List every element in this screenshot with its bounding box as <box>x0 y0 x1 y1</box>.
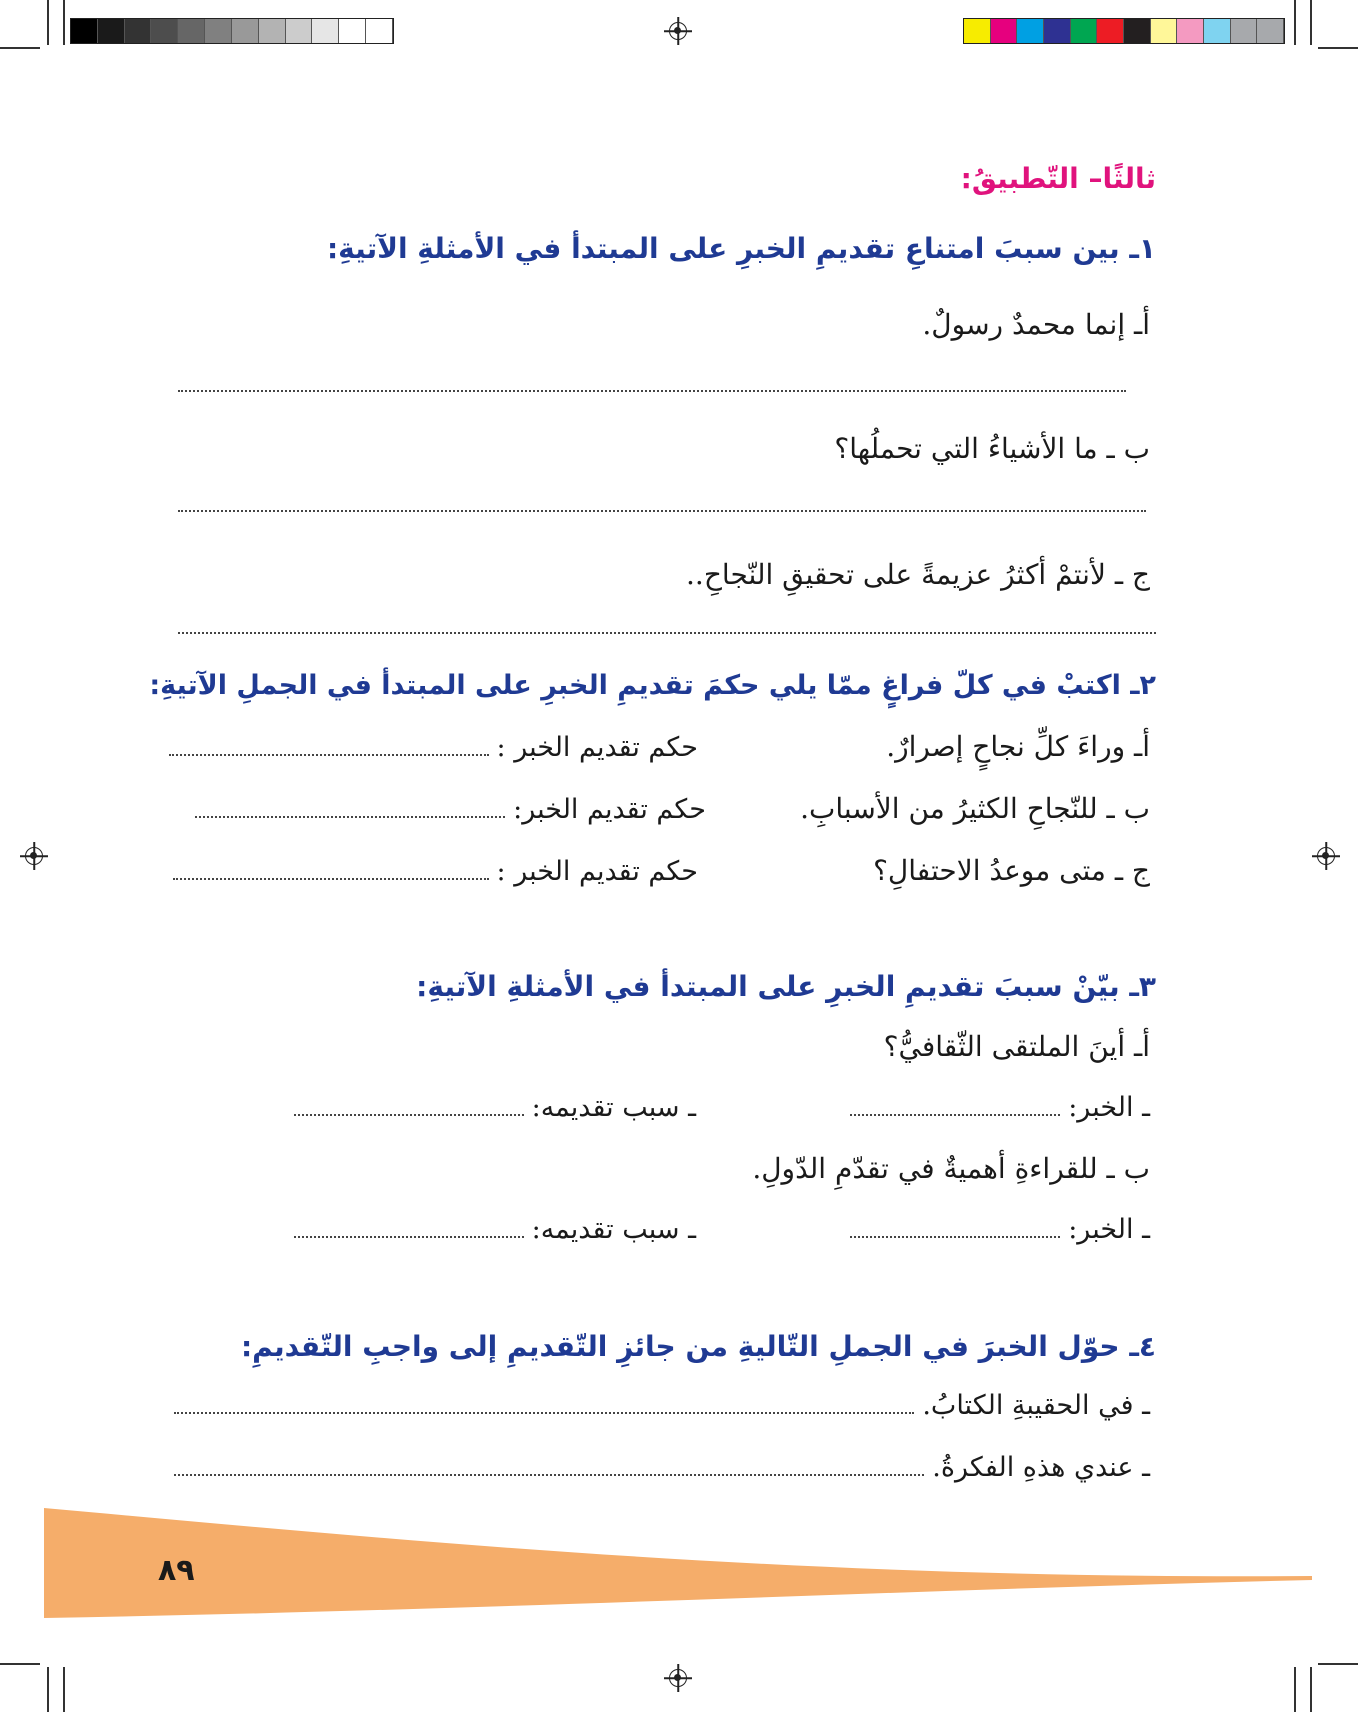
answer-line <box>178 510 1146 512</box>
answer-blank[interactable] <box>850 1113 1060 1116</box>
q3-khabar-label-b: ـ الخبر: <box>1068 1214 1150 1245</box>
q2-answer-c <box>173 856 698 887</box>
q2-sentence-a: أـ وراءَ كلِّ نجاحٍ إصرارٌ. <box>886 730 1150 763</box>
crop-mark <box>1318 1663 1358 1665</box>
footer-band <box>0 1500 1358 1630</box>
crop-mark <box>63 0 65 45</box>
question-1-prompt: ١ـ بين سببَ امتناعِ تقديمِ الخبرِ على المبتدأ في الأمثلةِ الآتيةِ: <box>326 232 1156 265</box>
answer-blank[interactable] <box>174 1411 914 1414</box>
answer-blank[interactable] <box>850 1235 1060 1238</box>
crop-mark <box>1310 0 1312 45</box>
q2-sentence-b: ب ـ للنّجاحِ الكثيرُ من الأسبابِ. <box>800 792 1150 825</box>
question-2-prompt: ٢ـ اكتبْ في كلّ فراغٍ ممّا يلي حكمَ تقديمِ الخبرِ على المبتدأ في الجملِ الآتيةِ: <box>149 670 1156 701</box>
registration-mark-icon <box>1317 847 1335 865</box>
crop-mark <box>1294 1667 1296 1712</box>
crop-mark <box>47 1667 49 1712</box>
q1-item-c: ج ـ لأنتمْ أكثرُ عزيمةً على تحقيقِ النّجاحِ.. <box>686 558 1150 591</box>
crop-mark <box>0 1663 40 1665</box>
question-3-prompt: ٣ـ بيّنْ سببَ تقديمِ الخبرِ على المبتدأ في الأمثلةِ الآتيةِ: <box>416 970 1156 1003</box>
q3-sentence-b: ب ـ للقراءةِ أهميةٌ في تقدّمِ الدّولِ. <box>752 1152 1150 1185</box>
crop-mark <box>1294 0 1296 45</box>
answer-blank[interactable] <box>294 1113 524 1116</box>
q3-khabar-label-a: ـ الخبر: <box>1068 1092 1150 1123</box>
registration-mark-icon <box>25 847 43 865</box>
q2-label-c: حكم تقديم الخبر : <box>496 856 698 887</box>
answer-blank[interactable] <box>173 877 489 880</box>
question-4-prompt: ٤ـ حوّل الخبرَ في الجملِ التّاليةِ من جائزِ التّقديمِ إلى واجبِ التّقديمِ: <box>240 1330 1156 1363</box>
q3-reason-b <box>294 1214 696 1245</box>
q4-item-2 <box>174 1452 1150 1483</box>
grayscale-calibration-bar <box>70 18 394 44</box>
crop-mark <box>47 0 49 45</box>
q4-item-1 <box>174 1390 1150 1421</box>
section-title: ثالثًا– التّطبيقُ: <box>960 162 1156 195</box>
q3-reason-a <box>294 1092 696 1123</box>
answer-blank[interactable] <box>174 1473 924 1476</box>
answer-line <box>178 390 1126 392</box>
answer-blank[interactable] <box>169 753 489 756</box>
answer-blank[interactable] <box>195 815 505 818</box>
q3-sentence-a: أـ أينَ الملتقى الثّقافيُّ؟ <box>883 1030 1150 1063</box>
color-calibration-bar <box>963 18 1285 44</box>
answer-blank[interactable] <box>294 1235 524 1238</box>
q4-sentence-1: ـ في الحقيبةِ الكتابُ. <box>922 1390 1150 1421</box>
q4-sentence-2: ـ عندي هذهِ الفكرةُ. <box>932 1452 1150 1483</box>
q2-sentence-c: ج ـ متى موعدُ الاحتفالِ؟ <box>873 854 1150 887</box>
registration-mark-icon <box>669 22 687 40</box>
q2-label-b: حكم تقديم الخبر: <box>513 794 706 825</box>
q3-khabar-a <box>850 1092 1150 1123</box>
registration-mark-icon <box>669 1669 687 1687</box>
q3-khabar-b <box>850 1214 1150 1245</box>
q3-reason-label-b: ـ سبب تقديمه: <box>531 1214 696 1245</box>
page-number: ٨٩ <box>158 1553 195 1588</box>
q1-item-b: ب ـ ما الأشياءُ التي تحملُها؟ <box>834 432 1150 465</box>
q3-reason-label-a: ـ سبب تقديمه: <box>531 1092 696 1123</box>
crop-mark <box>0 47 40 49</box>
q2-answer-a <box>169 732 698 763</box>
crop-mark <box>1318 47 1358 49</box>
q2-label-a: حكم تقديم الخبر : <box>496 732 698 763</box>
answer-line <box>178 632 1156 634</box>
crop-mark <box>63 1667 65 1712</box>
q2-answer-b <box>195 794 706 825</box>
crop-mark <box>1310 1667 1312 1712</box>
q1-item-a: أـ إنما محمدٌ رسولٌ. <box>922 308 1150 341</box>
